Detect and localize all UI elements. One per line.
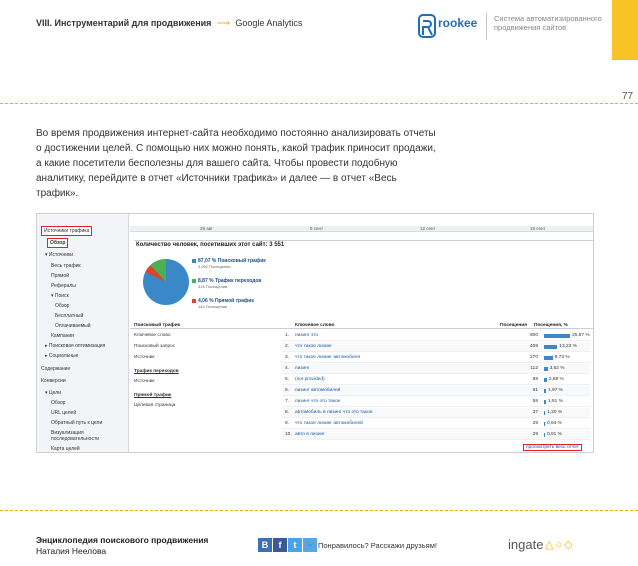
table-row <box>282 408 590 418</box>
percent-value: 8,73 % <box>554 355 570 360</box>
sidebar-item[interactable]: Рефералы <box>51 283 76 289</box>
legend-sub: 315 Посещения <box>198 284 228 289</box>
panel-link[interactable]: Ключевое слово <box>134 333 171 338</box>
percent-value: 13,23 % <box>559 344 577 349</box>
table-row <box>282 386 590 396</box>
keyword-link[interactable]: авто в лизинг <box>295 432 325 437</box>
sidebar-item[interactable]: Обзор <box>47 238 68 248</box>
keyword-link[interactable]: пизинг автомобилей <box>295 388 341 393</box>
analytics-main <box>130 214 594 453</box>
percent-bar <box>544 389 546 393</box>
page-number: 77 <box>622 91 634 102</box>
percent-bar <box>544 367 548 371</box>
legend-swatch <box>192 259 196 263</box>
timeline-label: 19 сент <box>530 226 546 231</box>
sidebar-item[interactable]: ▾ Источники <box>45 252 74 258</box>
percent-bar <box>544 378 547 382</box>
sidebar-item[interactable]: Кампании <box>51 333 74 339</box>
chart-title: Количество человек, посетивших этот сайт: 3 551 <box>136 242 285 248</box>
section-title: VIII. Инструментарий для продвижения <box>36 18 212 28</box>
row-number: 4. <box>285 366 290 371</box>
sidebar-item[interactable]: Визуализация последовательности <box>51 430 100 442</box>
table-row <box>282 375 590 385</box>
sidebar-item[interactable]: Конверсии <box>41 378 66 384</box>
percent-bar <box>544 422 545 426</box>
percent-value: 2,88 % <box>548 377 564 382</box>
view-all-link[interactable]: просмотреть весь отчет <box>523 444 582 451</box>
facebook-icon[interactable]: f <box>273 538 287 552</box>
row-number: 2. <box>285 344 290 349</box>
share-text: Понравилось? Расскажи друзьям! <box>318 541 437 550</box>
subsection-title: Google Analytics <box>235 18 303 28</box>
logo-divider <box>486 12 487 40</box>
keyword-link[interactable]: пизинг что это такое <box>295 399 341 404</box>
rule <box>134 240 594 241</box>
keyword-link[interactable]: автомобиль в лизинг что это такое <box>295 410 373 415</box>
rule <box>130 328 594 329</box>
legend-label: 4,06 % Прямой трафик <box>198 298 254 304</box>
timeline-label: 29 авг <box>200 226 213 231</box>
legend-label: 8,87 % Трафик переходов <box>198 278 262 284</box>
panel-link[interactable]: Источник <box>134 355 155 360</box>
panel-header: Прямой трафик <box>134 393 172 398</box>
visits-value: 29 <box>532 421 538 426</box>
bird-icon[interactable]: 🐦 <box>303 538 317 552</box>
divider-bottom <box>0 510 638 511</box>
sidebar-item[interactable]: Обзор <box>55 303 70 309</box>
row-number: 7. <box>285 399 290 404</box>
legend-swatch <box>192 299 196 303</box>
table-row <box>282 331 590 341</box>
table-row <box>282 353 590 363</box>
legend-item <box>192 258 266 269</box>
panel-header: Трафик переходов <box>134 369 179 374</box>
sidebar-item[interactable]: URL целей <box>51 410 77 416</box>
sidebar-item[interactable]: ▾ Цели <box>45 390 61 396</box>
keyword-link[interactable]: (not provided) <box>295 377 325 382</box>
arrow-icon: ⟶ <box>216 18 230 28</box>
decor-shapes-icon: △○◇ <box>545 539 575 551</box>
table-row <box>282 419 590 429</box>
sidebar-item[interactable]: Содержание <box>41 366 71 372</box>
table-row <box>282 364 590 374</box>
keyword-link[interactable]: что такое лизинг <box>295 344 333 349</box>
author-name: Наталия Неелова <box>36 546 107 556</box>
percent-bar <box>544 433 545 437</box>
row-number: 5. <box>285 377 290 382</box>
timeline <box>130 226 594 232</box>
percent-value: 1,91 % <box>547 399 563 404</box>
ingate-logo: ingate <box>508 537 544 552</box>
row-number: 6. <box>285 388 290 393</box>
body-paragraph: Во время продвижения интернет-сайта необходимо постоянно анализировать отчеты о достижении целей. С помощью них можно понять, какой трафик приносит продажи, а какие посетители бесполезны для вашего сайта. Чтобы провести подобную аналитику, перейдите в отчет «Источники трафика» и далее — в отчет «Весь трафик». <box>36 128 436 199</box>
row-number: 3. <box>285 355 290 360</box>
visits-value: 89 <box>532 377 538 382</box>
column-header: Посещения, % <box>534 323 568 328</box>
sidebar-item[interactable]: Оплачиваемый <box>55 323 91 329</box>
row-number: 9. <box>285 421 290 426</box>
column-header: Посещения <box>500 323 528 328</box>
visits-value: 29 <box>532 432 538 437</box>
logo-text: rookee <box>438 16 478 30</box>
vk-icon[interactable]: B <box>258 538 272 552</box>
panel-link[interactable]: Целевая страница <box>134 403 176 408</box>
keyword-link[interactable]: что такое лизинг автомобиля <box>295 355 361 360</box>
panel-header: Поисковый трафик <box>134 323 181 328</box>
percent-value: 0,94 % <box>547 421 562 426</box>
legend-label: 87,07 % Поисковый трафик <box>198 258 266 264</box>
sidebar-item[interactable]: Весь трафик <box>51 263 81 269</box>
percent-bar <box>544 334 570 338</box>
analytics-screenshot <box>36 213 594 453</box>
row-number: 1. <box>285 333 290 338</box>
legend-item <box>192 278 262 289</box>
percent-bar <box>544 400 546 404</box>
visits-value: 37 <box>532 410 538 415</box>
sidebar-item[interactable]: Обратный путь к цели <box>51 420 103 426</box>
sidebar-item[interactable]: ▾ Поиск <box>51 293 69 299</box>
keyword-link[interactable]: пизинг <box>295 366 310 371</box>
sidebar-item[interactable]: Карта целей <box>51 446 80 452</box>
percent-value: 25,87 % <box>572 333 590 338</box>
percent-bar <box>544 411 545 415</box>
sidebar-item[interactable]: Источники трафика <box>41 226 92 236</box>
legend-swatch <box>192 279 196 283</box>
timeline-label: 5 сент <box>310 226 324 231</box>
keyword-link[interactable]: что такое лизинг автомобилей <box>295 421 363 426</box>
visits-value: 409 <box>529 344 538 349</box>
traffic-pie <box>142 258 190 306</box>
timeline-label: 12 сент <box>420 226 436 231</box>
visits-value: 800 <box>529 333 538 338</box>
percent-bar <box>544 345 557 349</box>
row-number: 10. <box>285 432 292 437</box>
sidebar-item[interactable]: Прямой <box>51 273 70 279</box>
visits-value: 61 <box>532 388 538 393</box>
row-number: 8. <box>285 410 290 415</box>
percent-value: 0,91 % <box>547 432 562 437</box>
percent-value: 1,97 % <box>547 388 563 393</box>
sidebar-item[interactable]: Бесплатный <box>55 313 84 319</box>
percent-bar <box>544 356 553 360</box>
visits-value: 59 <box>532 399 538 404</box>
sidebar-item[interactable]: ▸ Поисковая оптимизация <box>45 343 106 349</box>
percent-value: 1,20 % <box>547 410 563 415</box>
section-heading <box>36 18 302 29</box>
divider-top <box>0 103 638 104</box>
book-title: Энциклопедия поискового продвижения <box>36 535 209 545</box>
sidebar-item[interactable]: ▸ Социальные <box>45 353 79 359</box>
percent-value: 3,62 % <box>549 366 565 371</box>
table-row <box>282 342 590 352</box>
sidebar-item[interactable]: Обзор <box>51 400 66 406</box>
table-row <box>282 430 590 440</box>
legend-sub: 3 092 Посещения <box>198 264 231 269</box>
visits-value: 112 <box>530 366 538 371</box>
twitter-icon[interactable]: t <box>288 538 302 552</box>
analytics-sidebar <box>37 214 129 453</box>
tagline: Система автоматизированного продвижения сайтов <box>494 14 602 32</box>
corner-accent <box>612 0 638 60</box>
column-header: Ключевое слово <box>295 323 335 328</box>
table-row <box>282 397 590 407</box>
visits-value: 270 <box>529 355 538 360</box>
keyword-link[interactable]: пизинг это <box>295 333 319 338</box>
legend-item <box>192 298 254 309</box>
legend-sub: 144 Посещения <box>198 304 228 309</box>
panel-link[interactable]: Источник <box>134 379 155 384</box>
panel-link[interactable]: Поисковый запрос <box>134 344 176 349</box>
